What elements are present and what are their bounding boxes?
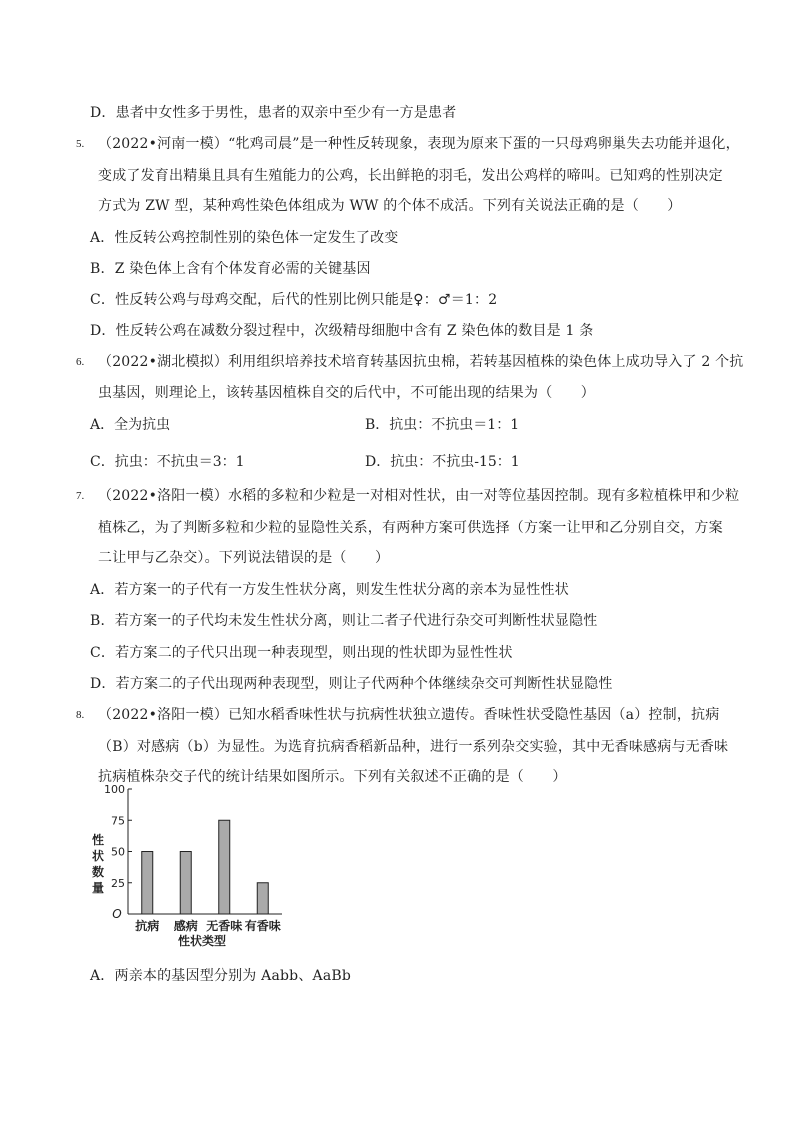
y-axis-label-char-3: 数 [91, 865, 105, 879]
bar [257, 883, 268, 914]
q5-option-c: C．性反转公鸡与母鸡交配，后代的性别比例只能是♀：♂＝1：2 [90, 292, 498, 308]
q7-option-a: A．若方案一的子代有一方发生性状分离，则发生性状分离的亲本为显性性状 [90, 582, 569, 598]
q5-option-b: B．Z 染色体上含有个体发育必需的关键基因 [90, 261, 371, 277]
q7-option-b: B．若方案一的子代均未发生性状分离，则让二者子代进行杂交可判断性状显隐性 [90, 613, 598, 629]
y-axis-label-char-1: 性 [91, 833, 105, 847]
q6-number: 6. [76, 356, 85, 368]
x-tick-label: 感病 [173, 919, 198, 933]
q8-stem-line-2: （B）对感病（b）为显性。为选育抗病香稻新品种，进行一系列杂交实验，其中无香味感病与无香味 [98, 739, 729, 755]
q6-stem-line-2: 虫基因，则理论上，该转基因植株自交的后代中，不可能出现的结果为（ ） [98, 385, 595, 401]
q8-option-a: A．两亲本的基因型分别为 Aabb、AaBb [90, 968, 352, 984]
trait-bar-chart [80, 775, 300, 955]
y-tick-label: 100 [104, 783, 125, 796]
q6-stem-line-1: （2022•湖北模拟）利用组织培养技术培育转基因抗虫棉，若转基因植株的染色体上成功导入了 2 个抗 [98, 354, 744, 370]
bar [180, 852, 191, 915]
x-tick-label: 抗病 [135, 919, 160, 933]
q4-option-d: D．患者中女性多于男性，患者的双亲中至少有一方是患者 [90, 105, 457, 121]
q5-stem-line-3: 方式为 ZW 型，某种鸡性染色体组成为 WW 的个体不成活。下列有关说法正确的是（ ） [98, 198, 682, 214]
origin-label: O [112, 907, 122, 921]
y-tick-label: 50 [111, 845, 125, 859]
q6-option-d: D．抗虫：不抗虫-15：1 [365, 454, 520, 470]
bar [142, 852, 153, 915]
q7-option-d: D．若方案二的子代出现两种表现型，则让子代两种个体继续杂交可判断性状显隐性 [90, 676, 613, 692]
q5-stem-line-2: 变成了发育出精巢且具有生殖能力的公鸡，长出鲜艳的羽毛，发出公鸡样的啼叫。已知鸡的性别决定 [98, 168, 723, 184]
q7-stem-line-2: 植株乙，为了判断多粒和少粒的显隐性关系，有两种方案可供选择（方案一让甲和乙分别自交，方案 [98, 520, 723, 536]
q7-number: 7. [76, 490, 85, 502]
q8-number: 8. [76, 709, 85, 721]
q6-option-c: C．抗虫：不抗虫＝3：1 [90, 454, 245, 470]
q6-option-b: B．抗虫：不抗虫＝1：1 [365, 417, 520, 433]
q5-option-a: A．性反转公鸡控制性别的染色体一定发生了改变 [90, 230, 399, 246]
q7-stem-line-1: （2022•洛阳一模）水稻的多粒和少粒是一对相对性状，由一对等位基因控制。现有多粒植株甲和少粒 [98, 488, 740, 504]
bar [219, 820, 230, 914]
q7-stem-line-3: 二让甲与乙杂交）。下列说法错误的是（ ） [98, 550, 390, 566]
q8-stem-line-3: 抗病植株杂交子代的统计结果如图所示。下列有关叙述不正确的是（ ） [98, 769, 567, 785]
y-tick-label: 25 [111, 876, 125, 890]
x-axis-label: 性状类型 [177, 934, 227, 948]
q7-option-c: C．若方案二的子代只出现一种表现型，则出现的性状即为显性性状 [90, 645, 513, 661]
y-tick-label: 75 [111, 814, 125, 828]
y-axis-label-char-2: 状 [91, 849, 105, 863]
q5-option-d: D．性反转公鸡在减数分裂过程中，次级精母细胞中含有 Z 染色体的数目是 1 条 [90, 323, 594, 339]
q6-option-a: A．全为抗虫 [90, 417, 171, 433]
x-tick-label: 无香味 [206, 919, 243, 933]
x-tick-label: 有香味 [244, 919, 281, 933]
q8-stem-line-1: （2022•洛阳一模）已知水稻香味性状与抗病性状独立遗传。香味性状受隐性基因（a）控制，抗病 [98, 707, 720, 723]
y-axis-label-char-4: 量 [91, 881, 105, 895]
q5-stem-line-1: （2022•河南一模）“牝鸡司晨”是一种性反转现象，表现为原来下蛋的一只母鸡卵巢失去功能并退化， [98, 136, 740, 152]
q5-number: 5. [76, 138, 85, 150]
